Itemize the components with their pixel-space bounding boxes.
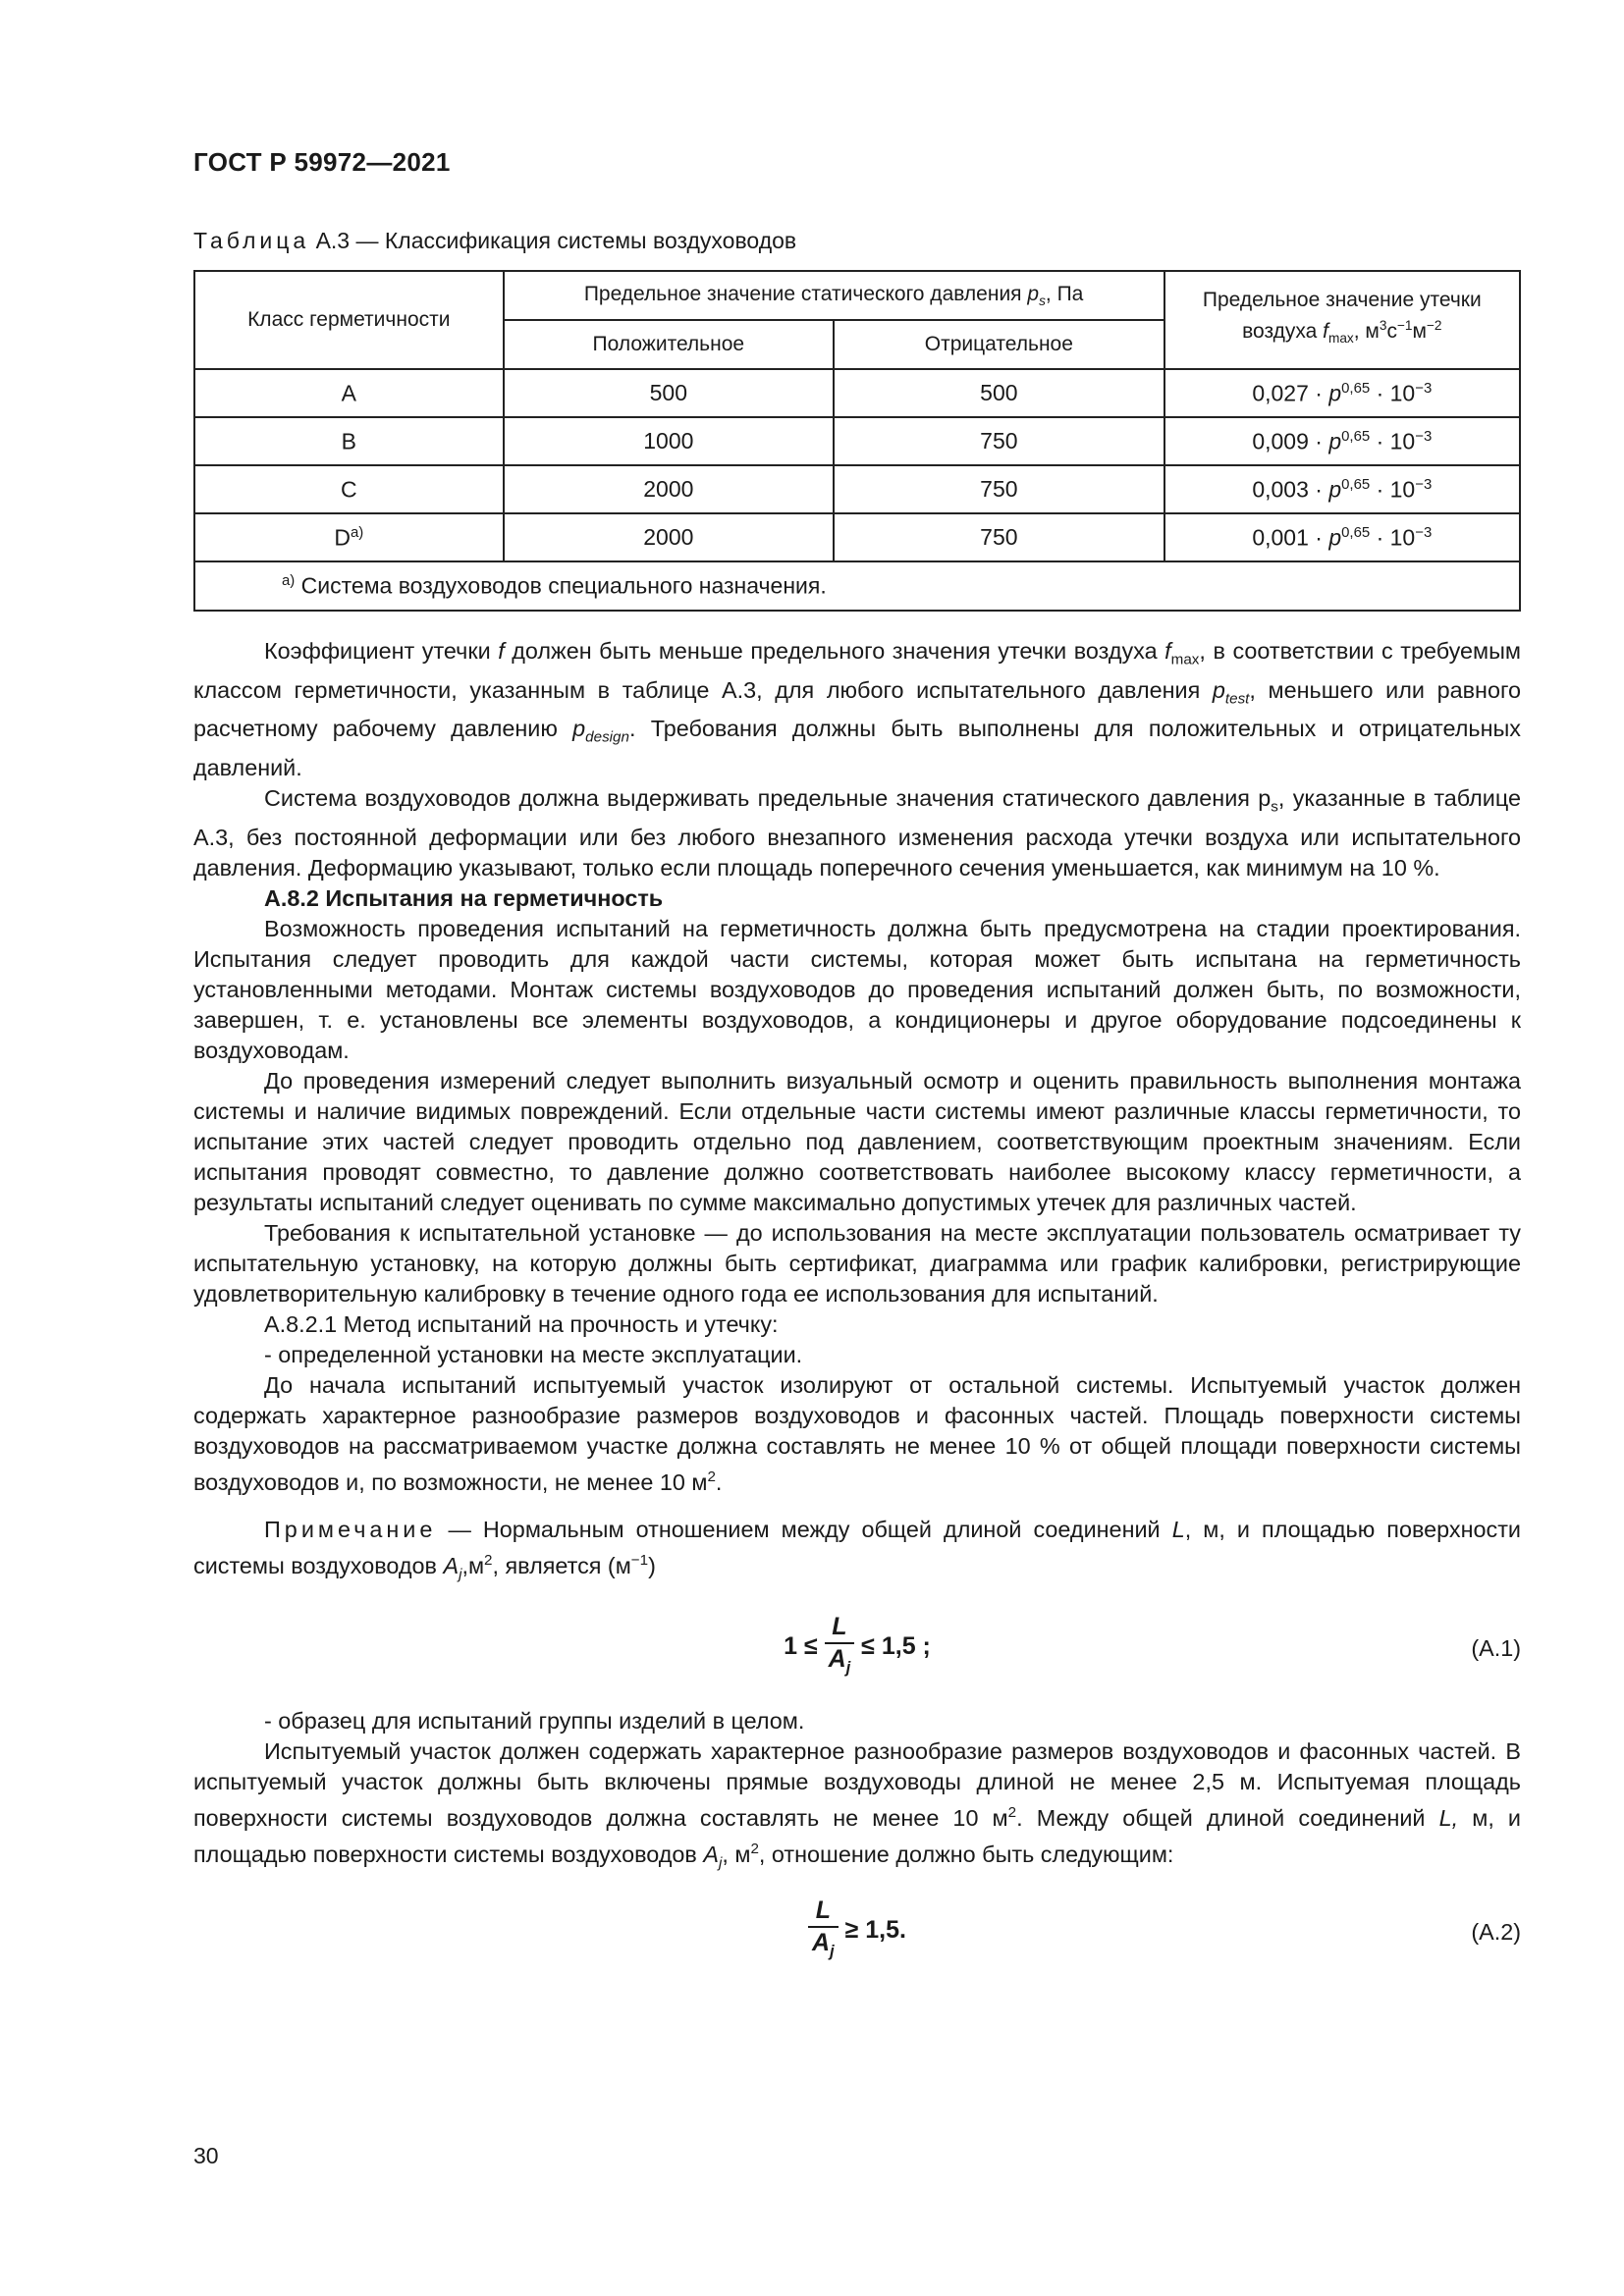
table-footnote: $^{а)}$ Система воздуховодов специального назначения. <box>194 561 1520 611</box>
formula-a2-expression: $\frac{L}{A_j}$ ≥ 1,5. <box>193 1896 1521 1967</box>
paragraph: До начала испытаний испытуемый участок изолируют от остальной системы. Испытуемый участок должен содержать характерное разнообразие размеров воздуховодов и фасонных частей. Площадь поверхности системы воздуховодов на рассматриваемом участке должна составлять не менее 10 % от общей площади поверхности системы воздуховодов и, по возможности, не менее 10 $м^2$. <box>193 1371 1521 1495</box>
table-caption <box>193 228 796 254</box>
cell-negative: 750 <box>834 465 1164 513</box>
cell-negative: 750 <box>834 513 1164 561</box>
formula-a2-number: (А.2) <box>1471 1919 1521 1946</box>
table-caption-word: Таблица <box>193 228 310 253</box>
formula-a1-number: (А.1) <box>1471 1634 1521 1661</box>
list-item: - определенной установки на месте эксплуатации. <box>264 1341 803 1367</box>
cell-negative: 500 <box>834 369 1164 417</box>
classification-table <box>193 270 1521 612</box>
header-leak-limit: Предельное значение утечки воздуха $f_{max}$, $м^3с^{-1}м^{-2}$ <box>1164 271 1520 369</box>
cell-leak-formula: $0,009 \cdot p^{0,65} \cdot 10^{-3}$ <box>1164 417 1520 465</box>
paragraph: А.8.2.1 Метод испытаний на прочность и утечку: <box>264 1310 779 1337</box>
formula-a1-expression: 1 ≤ $\frac{L}{A_j}$ ≤ 1,5 ; <box>784 1612 931 1677</box>
header-class: Класс герметичности <box>194 271 504 369</box>
cell-negative: 750 <box>834 417 1164 465</box>
paragraph: До проведения измерений следует выполнить визуальный осмотр и оценить правильность выполнения монтажа системы и наличие видимых повреждений. Если отдельные части системы имеют различные классы герметичности, то испытание этих частей следует проводить отдельно под давлением, соответствующим проектным значениям. Если испытания проводят совместно, то давление должно соответствовать наиболее высокому классу герметичности, а результаты испытаний следует оценивать по сумме максимально допустимых утечек для различных частей. <box>193 1067 1521 1215</box>
table-row <box>194 417 1520 465</box>
cell-leak-formula: $0,027 \cdot p^{0,65} \cdot 10^{-3}$ <box>1164 369 1520 417</box>
table-row <box>194 465 1520 513</box>
cell-class: B <box>194 417 504 465</box>
cell-leak-formula: $0,001 \cdot p^{0,65} \cdot 10^{-3}$ <box>1164 513 1520 561</box>
table-footnote-row <box>194 561 1520 611</box>
document-code: ГОСТ Р 59972—2021 <box>193 147 451 177</box>
paragraph-leak-coefficient: Коэффициент утечки f должен быть меньше предельного значения утечки воздуха $f_{max}$, в соответствии с требуемым классом герметичности, указанным в таблице А.3, для любого испытательного давления $p_{test}$, меньшего или равного расчетному рабочему давлению $p_{design}$. Требования должны быть выполнены для положительных и отрицательных давлений. <box>193 638 1521 781</box>
header-pressure: Предельное значение статического давления $p_s$, Па <box>504 271 1164 320</box>
cell-leak-formula: $0,003 \cdot p^{0,65} \cdot 10^{-3}$ <box>1164 465 1520 513</box>
section-heading-a82: А.8.2 Испытания на герметичность <box>264 884 664 911</box>
body-text <box>193 636 1521 1990</box>
paragraph: Испытуемый участок должен содержать характерное разнообразие размеров воздуховодов и фасонных частей. В испытуемый участок должны быть включены прямые воздуховоды длиной не менее 2,5 м. Испытуемая площадь поверхности системы воздуховодов должна составлять не менее 10 $м^2$. Между общей длиной соединений L, м, и площадью поверхности системы воздуховодов $A_j$, $м^2$, отношение должно быть следующим: <box>193 1737 1521 1872</box>
cell-class: $D^{а)}$ <box>194 513 504 561</box>
paragraph: Требования к испытательной установке — до использования на месте эксплуатации пользователь осматривает ту испытательную установку, на которую должны быть сертификат, диаграмма или график калибровки, регистрирующие удовлетворительную калибровку в течение одного года ее использования для испытаний. <box>193 1219 1521 1307</box>
list-item: - образец для испытаний группы изделий в целом. <box>264 1707 805 1734</box>
paragraph-static-pressure: Система воздуховодов должна выдерживать предельные значения статического давления $p_s$, указанные в таблице А.3, без постоянной деформации или без любого внезапного изменения расхода утечки воздуха или испытательного давления. Деформацию указывают, только если площадь поперечного сечения уменьшается, как минимум на 10 %. <box>193 785 1521 881</box>
table-caption-title: А.3 — Классификация системы воздуховодов <box>309 228 797 253</box>
paragraph: Возможность проведения испытаний на герметичность должна быть предусмотрена на стадии проектирования. Испытания следует проводить для каждой части системы, которая может быть испытана на герметичность установленными методами. Монтаж системы воздуховодов до проведения испытаний должен быть, по возможности, завершен, т. е. установлены все элементы воздуховодов, а кондиционеры и другое оборудование подсоединены к воздуховодам. <box>193 915 1521 1063</box>
formula-a2 <box>193 1896 1521 1990</box>
table-row <box>194 369 1520 417</box>
cell-positive: 2000 <box>504 465 835 513</box>
table-row <box>194 513 1520 561</box>
cell-class: C <box>194 465 504 513</box>
page-number: 30 <box>193 2143 219 2168</box>
note: Примечание — Нормальным отношением между общей длиной соединений L, м, и площадью поверхности системы воздуховодов $A_j,м^2$, является $(м^{-1})$ <box>193 1517 1521 1583</box>
header-negative: Отрицательное <box>834 320 1164 369</box>
cell-positive: 1000 <box>504 417 835 465</box>
cell-positive: 500 <box>504 369 835 417</box>
header-positive: Положительное <box>504 320 835 369</box>
cell-class: A <box>194 369 504 417</box>
formula-a1 <box>193 1612 1521 1706</box>
cell-positive: 2000 <box>504 513 835 561</box>
